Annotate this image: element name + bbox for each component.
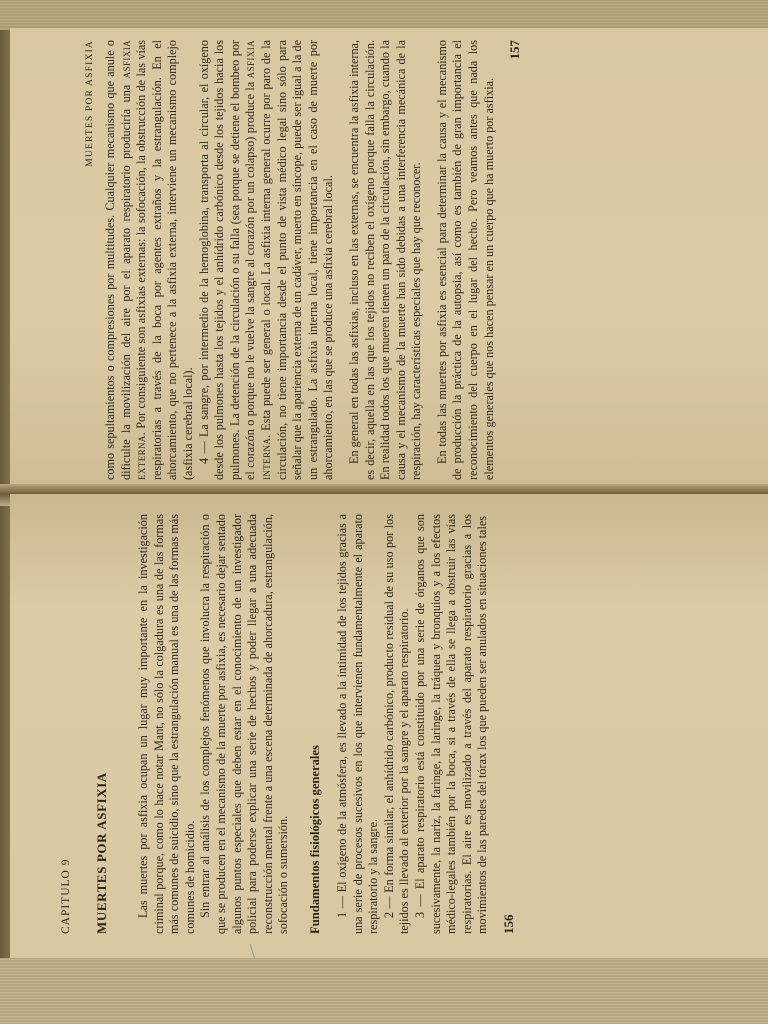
intro-paragraph-2: Sin entrar al análisis de los complejos fenómenos que involucra la respiración o que se producen en el mecanismo de la muerte por asfixia, es necesario dejar sentado algunos puntos especiales que deben estar en el conocimiento de un investigador policial para poderse explicar una serie de hechos y poder llegar a una adecuada reconstrucción mental frente a una escena determinada de ahorcadura, estrangulación, sofocación o sumersión. [198,514,291,934]
running-head: MUERTES POR ASFIXIA [85,40,95,167]
page-156-text [60,514,760,934]
list-item: 1 — El oxígeno de la atmósfera, es llevado a la intimidad de los tejidos gracias a una serie de procesos sucesivos en los que intervienen fundamentalmente el aparato respiratorio y la sangre. [334,514,381,934]
term-asfixia-externa: asfixia externa [118,40,149,480]
list-item: 3 — El aparato respiratorio está constituido por una serie de órganos que son sucesivamente, la nariz, la faringe, la laringe, la tráquea y bronquios y a los efectos médico-legales también por la boca, si a través de ella se llega a obstruir las vías respiratorias. El aire es movilizado a través del aparato respiratorio gracias a los movimientos de las paredes del tórax los que pueden ser anulados en situaciones tales [412,514,490,934]
pencil-mark [230,914,380,964]
page-number-156: 156 [500,914,516,934]
intro-paragraph-1: Las muertes por asfixia ocupan un lugar muy importante en la investigación criminal porque, como lo hace notar Mant, no sólo la colgadura es una de las formas más comunes de suicidio, sino que la estrangulación manual es una de las formas más comunes de homicidio. [136,514,197,934]
paragraph-hemoglobina: 4 — La sangre, por intermedio de la hemoglobina, transporta al circular, el oxígeno desde los pulmones hasta los tejidos y el anhídrido carbónico desde los tejidos hacia los pulmones. La detención de la circulación o su falla (sea porque se detiene el bombeo por el corazón o porque no le vuelve la sangre al corazón por un colapso) produce la asfixia interna. Esta puede ser general o local. La asfixia interna general ocurre por paro de la circulación, no tiene importancia desde el punto de vista médico legal sino sólo para señalar que la apariencia externa de un cadáver, muerto en síncope, puede ser igual a la de un estrangulado. La asfixia interna local, tiene importancia en el caso de muerte por ahorcamiento, en las que se produce una asfixia cerebral local. [196,40,336,480]
page-157-text [85,40,745,480]
paragraph-autopsia: En todas las muertes por asfixia es esencial para determinar la causa y el mecanismo de producción la práctica de la autopsia, así como es también de gran importancia el reconocimiento del cuerpo en el lugar del hecho. Pero veamos antes que nada los elementos generales que nos hacen pensar en un cuerpo que ha muerto por asfixia. [434,40,496,480]
term-asfixia-interna: asfixia interna [243,40,273,480]
paragraph-general: En general en todas las asfixias, incluso en las externas, se encuentra la asfixia interna, es decir, aquella en las que los tejidos no reciben el oxígeno porque falla la circulación. En realidad todos los que mueren tienen un paro de la circulación, sin embargo, cuando la causa y el mecanismo de la muerte han sido debidas a una interferencia mecánica de la respiración, hay características especiales que hay que reconocer. [346,40,424,480]
page-157 [10,28,768,498]
list-item: 2 — En forma similar, el anhídrido carbónico, producto residual de su uso por los tejidos es llevado al exterior por la sangre y el aparato respiratorio. [381,514,412,934]
paragraph-asfixia-externa: como sepultamientos o compresiones por multitudes. Cualquier mecanismo que anule o dificulte la movilización del aire por el aparato respiratorio produciría una asfixia externa. Por consiguiente son asfixias externas: la sofocación, la obstrucción de las vías respiratorias a través de la boca por agentes extraños y la estrangulación. En el ahorcamiento, que no pertenece a la asfixia externa, interviene un mecanismo complejo (asfixia cerebral local). [103,40,195,480]
chapter-title: MUERTES POR ASFIXIA [94,772,109,934]
book-top-edge [0,0,768,30]
chapter-label: CAPITULO 9 [60,858,72,934]
page-number-157: 157 [507,40,523,60]
section-heading: Fundamentos fisiológicos generales [307,745,322,934]
page-156 [10,494,768,964]
book-bottom-edge [0,958,768,1024]
